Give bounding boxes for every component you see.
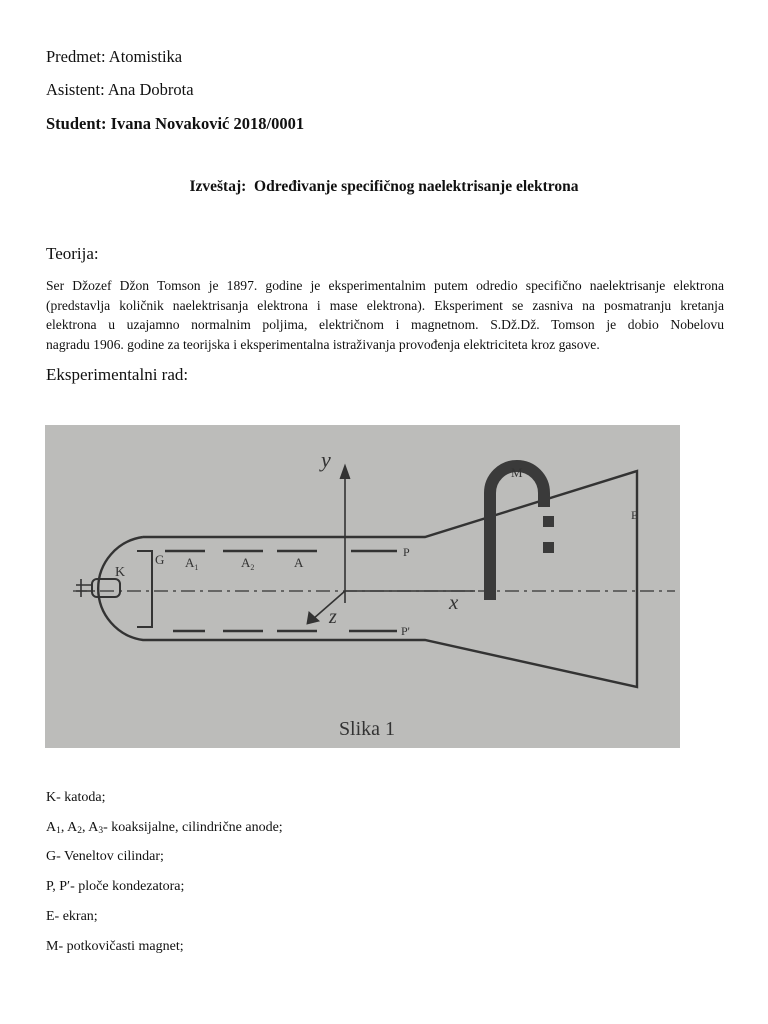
legend-item-cathode: K- katoda; [46, 790, 106, 805]
plate-bottom-label: P' [401, 624, 410, 638]
tube-outline-top [98, 471, 637, 687]
theory-line: elektrona u uzajamno normalnim poljima, električnom i magnetnom. S.Dž.Dž. Tomson je dobio Nobelovu [46, 317, 724, 332]
magnet-pole-2 [543, 542, 554, 553]
magnet-label: M [511, 465, 523, 480]
cylinder-label: G [155, 552, 165, 567]
screen-label: E [631, 508, 639, 522]
student-line: Student: Ivana Novaković 2018/0001 [46, 114, 305, 133]
anode1-label: $A_1$ [185, 555, 199, 572]
z-axis-arrow [307, 612, 319, 624]
magnet-pole-1 [543, 516, 554, 527]
theory-line: (predstavlja količnik naelektrisanja elektrona i mase elektrona). Eksperiment se zasniva na posmatranju kretanja [46, 297, 724, 313]
anode3-label: A [294, 555, 304, 570]
cathode-label: K [115, 565, 126, 580]
figure-caption: Slika 1 [338, 718, 396, 740]
subject-line: Predmet: Atomistika [46, 47, 183, 66]
report-title: Izveštaj: Određivanje specifičnog naelektrisanje elektrona [189, 178, 579, 195]
legend-item-screen: E- ekran; [46, 909, 98, 924]
z-axis-label: z [329, 606, 337, 628]
wehnelt-cylinder-shape [137, 551, 152, 627]
cathode-pins [76, 579, 92, 597]
x-axis-label: x [449, 590, 459, 614]
anode2-label: $A_2$ [241, 555, 255, 572]
magnet-shape [490, 466, 544, 600]
legend-item-anodes: $A_1$, $A_2$, $A_3-$ koaksijalne, cilindrične anode; [46, 820, 283, 836]
theory-paragraph [46, 276, 724, 354]
assistant-line: Asistent: Ana Dobrota [46, 80, 194, 99]
thomson-tube-figure [45, 425, 680, 748]
theory-line: Ser Džozef Džon Tomson je 1897. godine je eksperimentalnim putem odredio specifično naelektrisanje elektrona [46, 278, 724, 293]
legend-item-magnet: M- potkovičasti magnet; [46, 939, 184, 954]
experimental-heading: Eksperimentalni rad: [46, 365, 189, 384]
y-axis-label: y [321, 447, 331, 472]
legend-item-cylinder: G- Veneltov cilindar; [46, 849, 164, 864]
plate-top-label: P [403, 545, 410, 559]
theory-heading: Teorija: [46, 244, 99, 263]
y-axis-arrow [340, 465, 350, 479]
tube-diagram [45, 425, 680, 748]
cathode-shape [92, 579, 120, 597]
legend-item-plates: P, P′- ploče kondezatora; [46, 879, 185, 894]
theory-line: nagradu 1906. godine za teorijska i eksperimentalna istraživanja provođenja elektriciteta kroz gasove. [46, 336, 600, 352]
